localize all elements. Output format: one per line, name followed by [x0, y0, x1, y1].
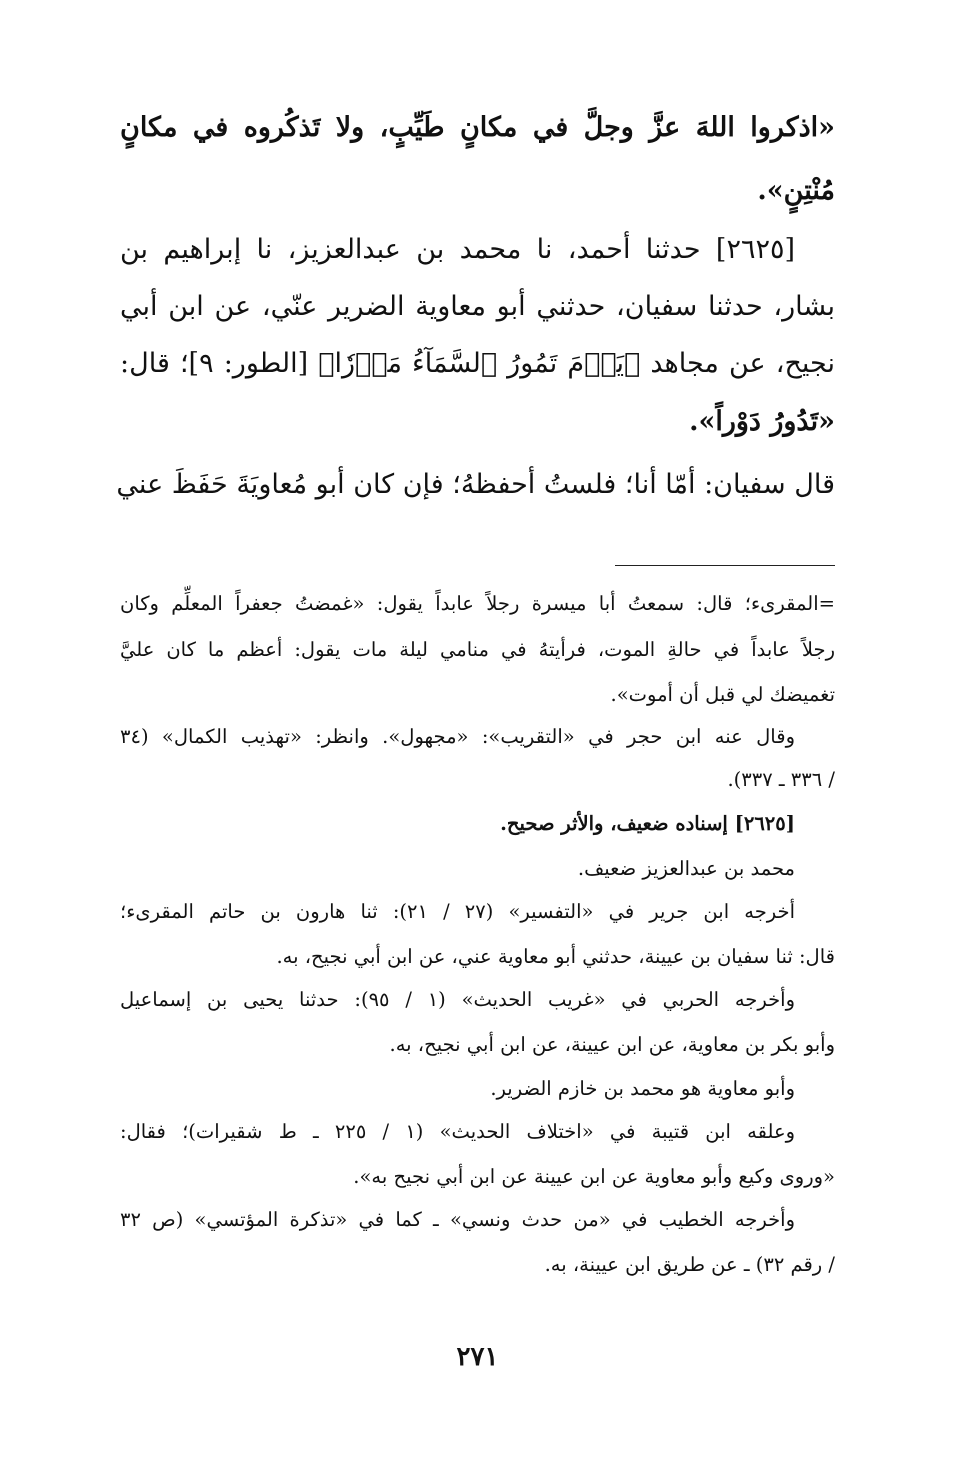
footnote-line: تغميضك لي قبل أن أموت». [610, 683, 835, 706]
main-line: قال سفيان: أمّا أنا؛ فلستُ أحفظهُ؛ فإن كان أبو مُعاويَةَ حَفَظَ عني [116, 469, 835, 500]
main-line: «تَدُورُ دَوْراً». [689, 406, 835, 437]
footnote-line: وأخرجه الحربي في «غريب الحديث» (١ / ٩٥): حدثنا يحيى بن إسماعيل [120, 988, 796, 1011]
footnote-line: «وروى وكيع وأبو معاوية عن ابن عيينة عن ابن أبي نجيح به». [353, 1165, 835, 1188]
footnote-separator [615, 565, 835, 566]
footnote-heading: [٢٦٢٥] إسناده ضعيف، والأثر صحيح. [500, 812, 795, 835]
footnote-line: وعلقه ابن قتيبة في «اختلاف الحديث» (١ / ٢٢٥ ـ ط شقيرات)؛ فقال: [120, 1120, 796, 1143]
main-line: مُنْتِنٍ». [757, 175, 835, 206]
footnote-line: وأخرجه الخطيب في «من حدث ونسي» ـ كما في «تذكرة المؤتسي» (ص ٣٢ [120, 1208, 795, 1231]
footnote-line: / رقم ٣٢) ـ عن طريق ابن عيينة، به. [544, 1253, 835, 1276]
main-line: بشار، حدثنا سفيان، حدثني أبو معاوية الضرير عنّي، عن ابن أبي [120, 291, 835, 322]
page-number: ٢٧١ [456, 1342, 499, 1372]
footnote-line: رجلاً عابداً في حالةِ الموت، فرأيتهُ في منامي ليلة مات يقول: أعظم ما كان عليَّ [120, 638, 835, 661]
main-line: «اذكروا اللهَ عزَّ وجلَّ في مكانٍ طَيِّبٍ، ولا تَذكُروه في مكانٍ [120, 112, 835, 143]
footnote-line: قال: ثنا سفيان بن عيينة، حدثني أبو معاوية عني، عن ابن أبي نجيح، به. [276, 945, 835, 968]
footnote-line: وقال عنه ابن حجر في «التقريب»: «مجهول». وانظر: «تهذيب الكمال» (٣٤ [120, 725, 795, 748]
footnote-line: وأبو بكر بن معاوية، عن ابن عيينة، عن ابن أبي نجيح، به. [389, 1033, 835, 1056]
footnote-line: أخرجه ابن جرير في «التفسير» (٢٧ / ٢١): ثنا هارون بن حاتم المقرىء؛ [120, 900, 795, 923]
footnote-line: / ٣٣٦ ـ ٣٣٧). [727, 768, 835, 791]
quran-verse-line: نجيح، عن مجاهد ﴿يَوۡمَ تَمُورُ ٱلسَّمَآءُ مَوۡرٗا﴾ [الطور: ٩]؛ قال: [120, 348, 836, 379]
footnote-line: وأبو معاوية هو محمد بن خازم الضرير. [490, 1077, 795, 1100]
footnote-line: =المقرىء؛ قال: سمعتُ أبا ميسرة رجلاً عابداً يقول: «غمضتُ جعفراً المعلِّم وكان [120, 592, 835, 615]
hadith-number-line: [٢٦٢٥] حدثنا أحمد، نا محمد بن عبدالعزيز، نا إبراهيم بن [120, 234, 796, 265]
footnote-line: محمد بن عبدالعزيز ضعيف. [577, 857, 795, 880]
